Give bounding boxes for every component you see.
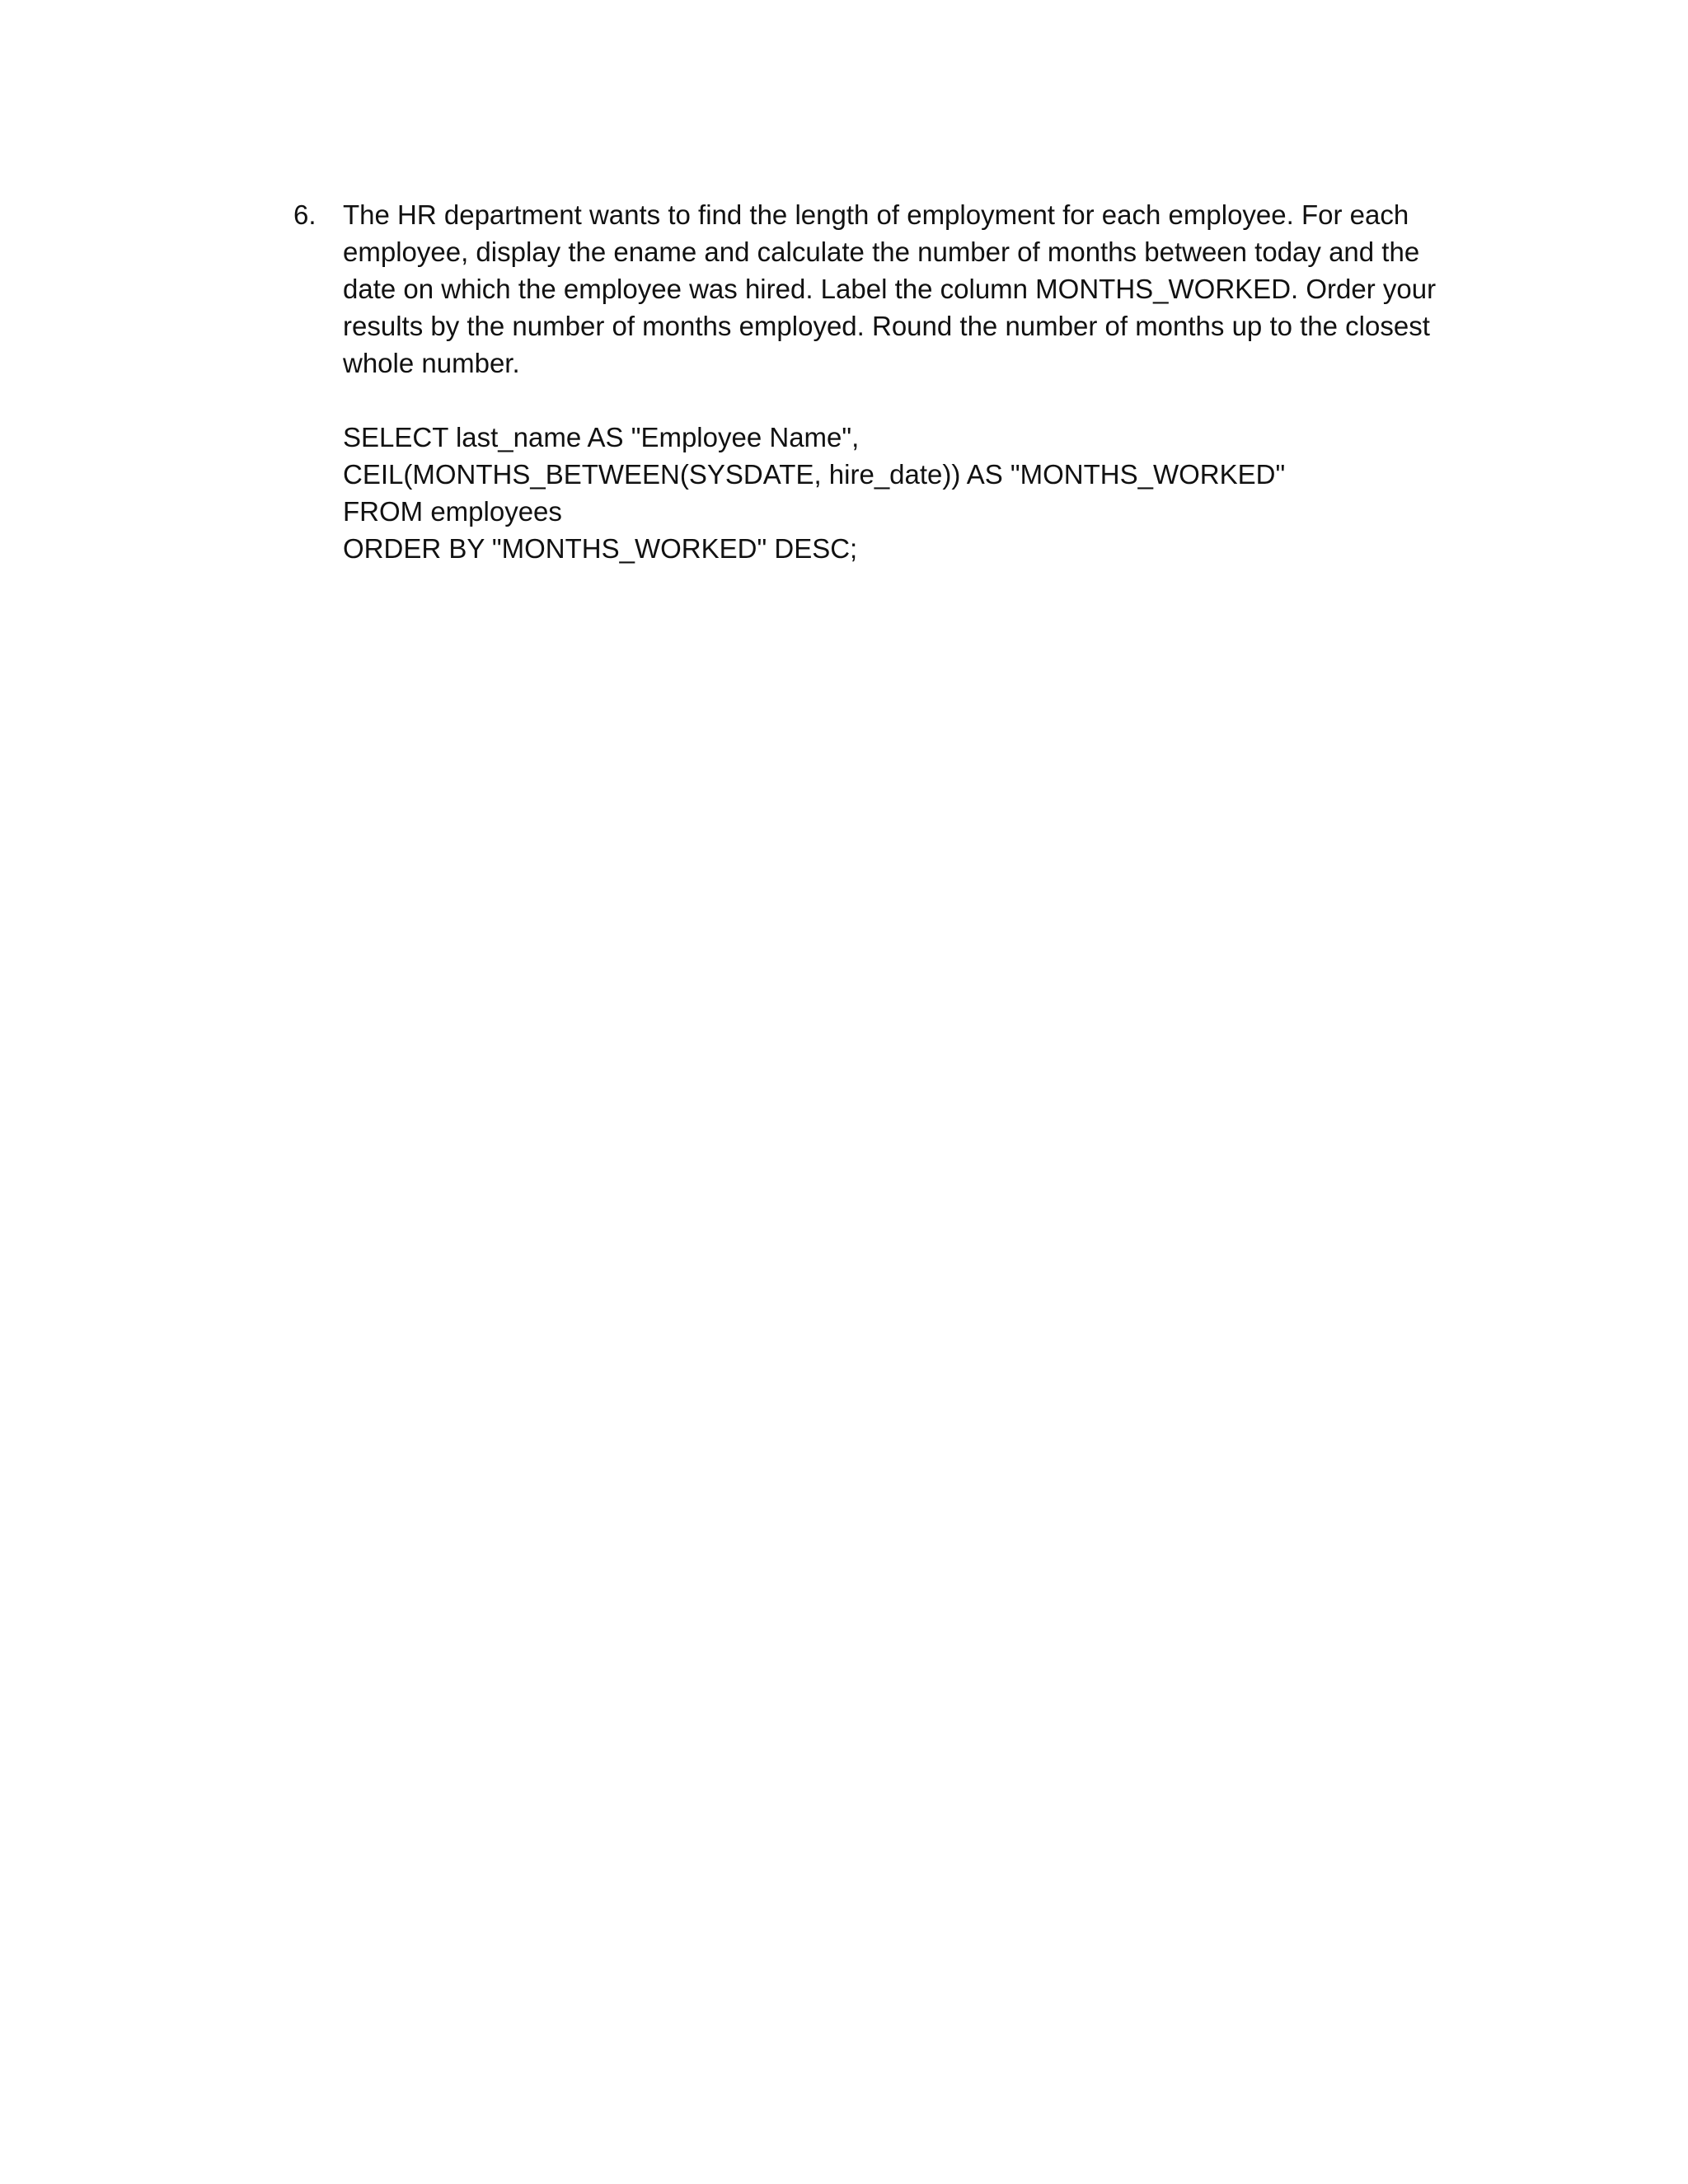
sql-answer — [343, 419, 1497, 567]
question-item — [293, 196, 1497, 567]
question-body — [343, 196, 1497, 567]
sql-line: FROM employees — [343, 496, 562, 527]
sql-line: ORDER BY "MONTHS_WORKED" DESC; — [343, 533, 858, 564]
question-text-line: date on which the employee was hired. Label the column MONTHS_WORKED. Order your — [343, 274, 1437, 304]
question-text-line: The HR department wants to find the length of employment for each employee. For each — [343, 199, 1409, 230]
sql-line: CEIL(MONTHS_BETWEEN(SYSDATE, hire_date)) AS "MONTHS_WORKED" — [343, 459, 1286, 490]
question-text — [343, 196, 1497, 382]
question-number: 6. — [293, 199, 316, 230]
question-text-line: results by the number of months employed. Round the number of months up to the closest — [343, 311, 1430, 341]
sql-line: SELECT last_name AS "Employee Name", — [343, 422, 860, 452]
question-text-line: employee, display the ename and calculate the number of months between today and the — [343, 237, 1420, 267]
question-text-line: whole number. — [343, 348, 520, 378]
